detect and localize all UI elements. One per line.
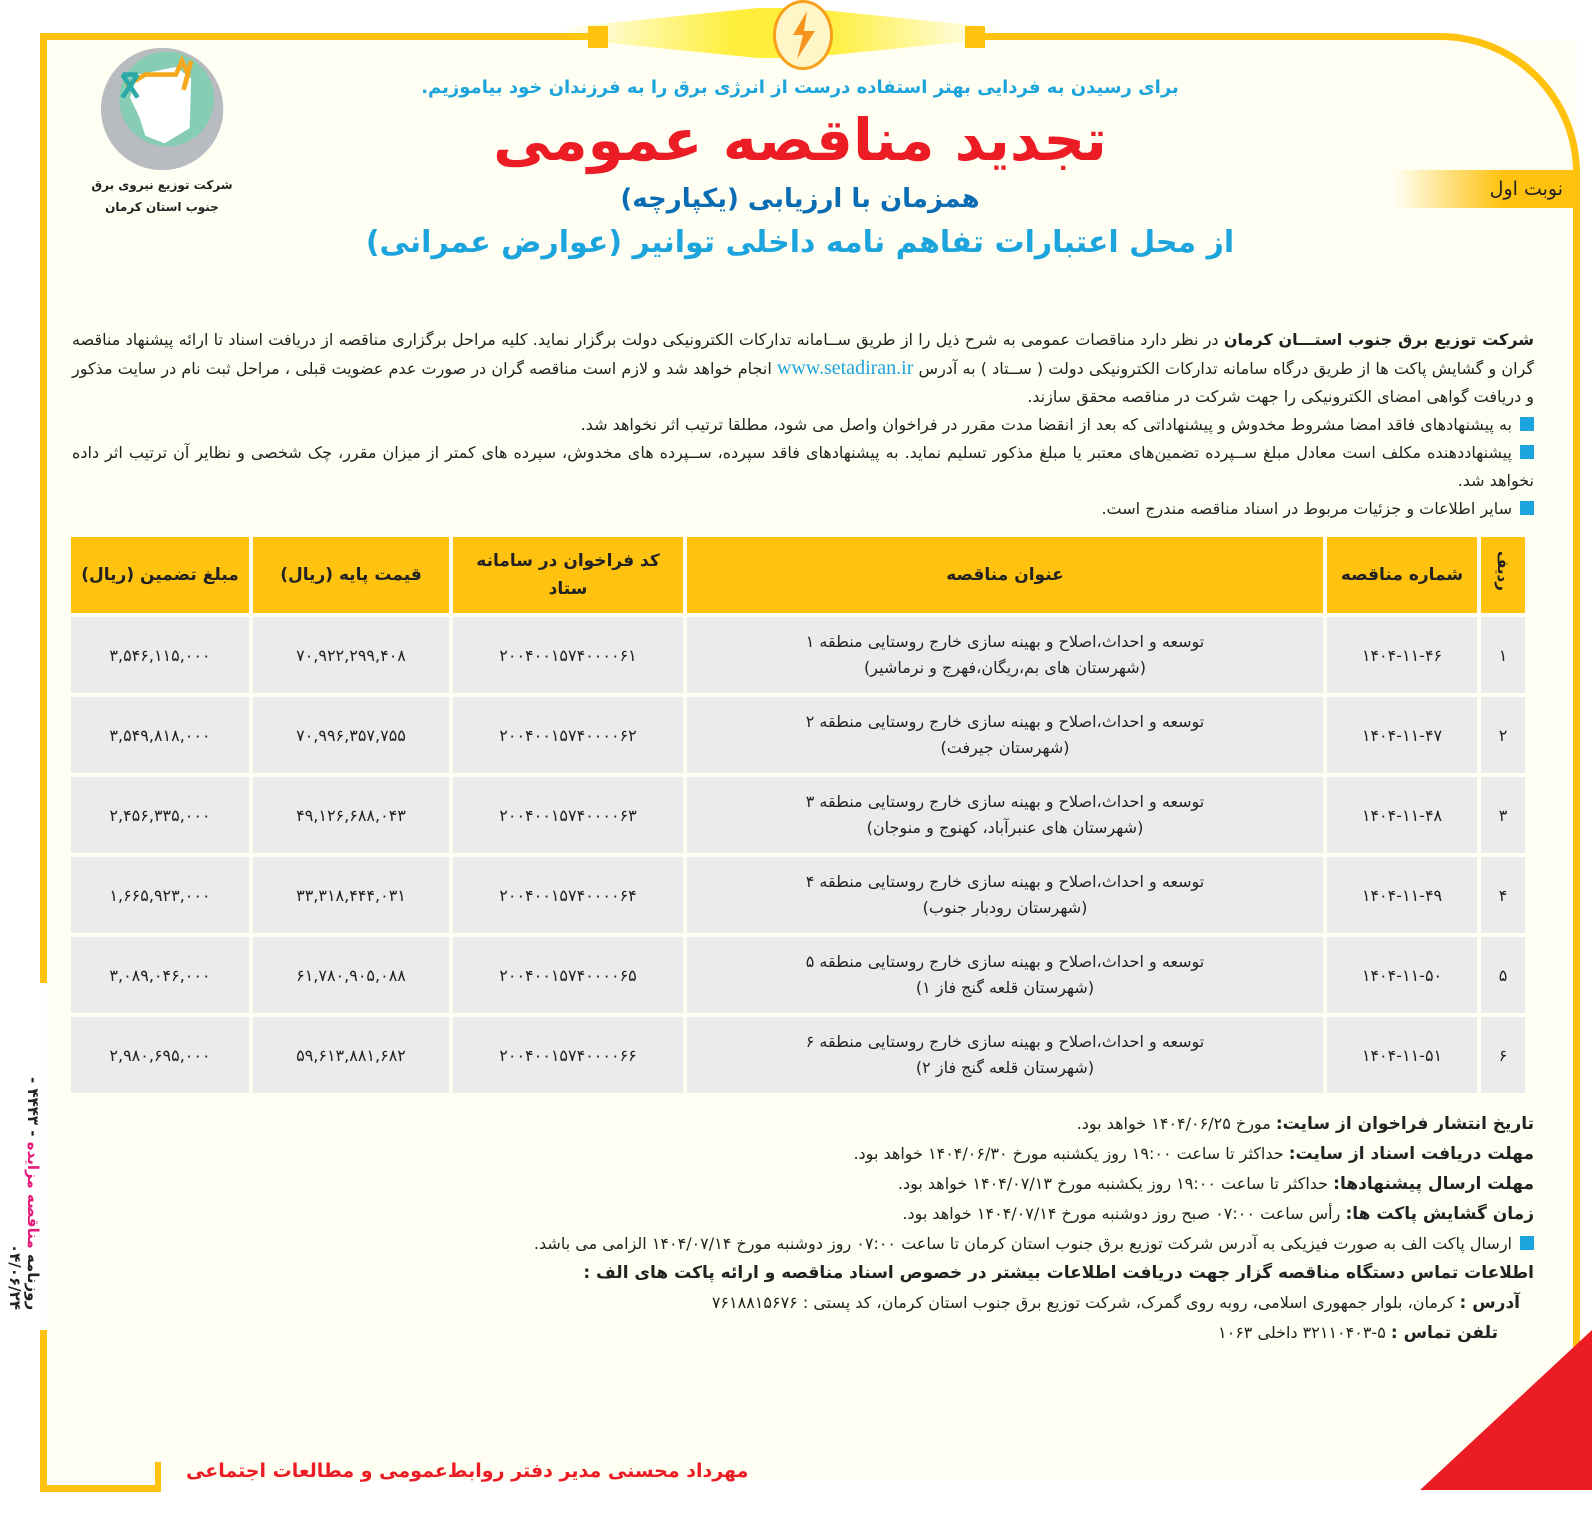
- round-badge: نوبت اول: [1395, 170, 1575, 208]
- tender-counties: (شهرستان های عنبرآباد، کهنوج و منوجان): [866, 818, 1144, 837]
- cell-code: ۲۰۰۴۰۰۱۵۷۴۰۰۰۰۶۴: [453, 857, 683, 933]
- side-note-prefix: روزنامه: [24, 1248, 42, 1310]
- cell-number: ۱۴۰۴-۱۱-۴۹: [1327, 857, 1477, 933]
- schedule-section: [72, 1109, 1534, 1348]
- publish-text: مورخ ۱۴۰۴/۰۶/۲۵ خواهد بود.: [1076, 1114, 1276, 1133]
- frame-border-top-right: [980, 33, 1410, 40]
- tender-counties: (شهرستان های بم،ریگان،فهرج و نرماشیر): [864, 658, 1146, 677]
- header-code: کد فراخوان در سامانه ستاد: [453, 537, 683, 613]
- download-text: حداکثر تا ساعت ۱۹:۰۰ روز یکشنبه مورخ ۱۴۰۴/۰۶/۳۰ خواهد بود.: [853, 1144, 1289, 1163]
- page-title: تجدید مناقصه عمومی: [493, 106, 1107, 174]
- setad-link[interactable]: www.setadiran.ir: [776, 357, 914, 379]
- beam-square-right: [965, 26, 985, 48]
- cell-number: ۱۴۰۴-۱۱-۴۶: [1327, 617, 1477, 693]
- download-deadline: [72, 1139, 1534, 1169]
- tender-counties: (شهرستان قلعه گنج فاز ۲): [915, 1058, 1095, 1077]
- publish-date: [72, 1109, 1534, 1139]
- cell-radif: ۲: [1481, 697, 1525, 773]
- intro-text-b: انجام خواهد شد و لازم است مناقصه گران در صورت عدم عضویت قبلی ، مراحل ثبت نام در سایت مذکور و دریافت گواهی امضای الکترونیکی را جهت شرکت در مناقصه محقق سازند.: [72, 359, 1534, 406]
- frame-border-left: [40, 33, 47, 983]
- packet-note-text: ارسال پاکت الف به صورت فیزیکی به آدرس شرکت توزیع برق جنوب استان کرمان تا ساعت ۰۷:۰۰ روز دوشنبه مورخ ۱۴۰۴/۰۷/۱۴ الزامی می باشد.: [533, 1234, 1512, 1253]
- logo-caption-line1: شرکت توزیع نیروی برق: [91, 178, 233, 192]
- intro-paragraph: [72, 326, 1534, 411]
- ad-header: [330, 74, 1270, 266]
- frame-bottom-tick: [155, 1462, 161, 1492]
- square-bullet-icon: [1520, 501, 1534, 515]
- submit-label: مهلت ارسال پیشنهادها:: [1333, 1174, 1534, 1194]
- publish-label: تاریخ انتشار فراخوان از سایت:: [1275, 1114, 1534, 1134]
- bullet-item: [72, 411, 1534, 439]
- cell-base-price: ۷۰,۹۹۶,۳۵۷,۷۵۵: [253, 697, 449, 773]
- packet-note: [72, 1229, 1534, 1258]
- address-text: کرمان، بلوار جمهوری اسلامی، روبه روی گمرک، شرکت توزیع برق جنوب استان کرمان، کد پستی : ۷۶۱۸۸۱۵۶۷۶: [711, 1293, 1460, 1312]
- download-label: مهلت دریافت اسناد از سایت:: [1288, 1144, 1534, 1164]
- cell-base-price: ۴۹,۱۲۶,۶۸۸,۰۴۳: [253, 777, 449, 853]
- phone-text: ۵-۳۲۱۱۰۴۰۳ داخلی ۱۰۶۳: [1218, 1323, 1391, 1342]
- cell-code: ۲۰۰۴۰۰۱۵۷۴۰۰۰۰۶۳: [453, 777, 683, 853]
- contact-heading: [72, 1258, 1534, 1288]
- table-row: [71, 697, 1525, 773]
- cell-guarantee: ۳,۵۴۹,۸۱۸,۰۰۰: [71, 697, 249, 773]
- cell-title: [687, 937, 1323, 1013]
- side-note-brand: مناقصه مزایده: [24, 1141, 42, 1249]
- cell-base-price: ۶۱,۷۸۰,۹۰۵,۰۸۸: [253, 937, 449, 1013]
- bullet-text: پیشنهاددهنده مکلف است معادل مبلغ ســپرده تضمین‌های معتبر یا مبلغ مذکور تسلیم نماید. به پیشنهادهای فاقد سپرده، ســپرده های مخدوش، سپرده های کمتر از میزان مقرر، چک شخصی و نظایر آن ترتیب اثر داده نخواهد شد.: [72, 443, 1534, 490]
- signer-name: مهرداد محسنی مدیر دفتر روابط‌عمومی و مطالعات اجتماعی: [186, 1460, 749, 1482]
- header-base-price: قیمت پایه (ریال): [253, 537, 449, 613]
- cell-guarantee: ۲,۹۸۰,۶۹۵,۰۰۰: [71, 1017, 249, 1093]
- tender-counties: (شهرستان رودبار جنوب): [922, 898, 1088, 917]
- cell-radif: ۳: [1481, 777, 1525, 853]
- cell-radif: ۱: [1481, 617, 1525, 693]
- intro-text-a: در نظر دارد مناقصات عمومی به شرح ذیل را از طریق ســامانه تدارکات الکترونیکی دولت برگزار نماید. کلیه مراحل برگزاری مناقصه از دریافت اسناد تا ارائه پیشنهاد مناقصه گران و گشایش پاکت ها از طریق درگاه سامانه تدارکات الکترونیکی دولت ( ســتاد ) به آدرس: [72, 330, 1535, 378]
- company-logo: [70, 44, 255, 174]
- tender-title: توسعه و احداث،اصلاح و بهینه سازی خارج روستایی منطقه ۱: [805, 632, 1205, 651]
- cell-base-price: ۳۳,۳۱۸,۴۴۴,۰۳۱: [253, 857, 449, 933]
- header-title: عنوان مناقصه: [687, 537, 1323, 613]
- submit-deadline: [72, 1169, 1534, 1199]
- cell-guarantee: ۳,۵۴۶,۱۱۵,۰۰۰: [71, 617, 249, 693]
- bullet-text: به پیشنهادهای فاقد امضا مشروط مخدوش و پیشنهاداتی که بعد از انقضا مدت مقرر در فراخوان واصل می شود، مطلقا ترتیب اثر نخواهد شد.: [580, 415, 1512, 434]
- phone: [72, 1318, 1534, 1348]
- opening-text: رأس ساعت ۰۷:۰۰ صبح روز دوشنبه مورخ ۱۴۰۴/۰۷/۱۴ خواهد بود.: [902, 1204, 1346, 1223]
- cell-code: ۲۰۰۴۰۰۱۵۷۴۰۰۰۰۶۶: [453, 1017, 683, 1093]
- table-row: [71, 937, 1525, 1013]
- address: [72, 1288, 1534, 1318]
- subtitle-evaluation: همزمان با ارزیابی (یکپارچه): [620, 184, 980, 214]
- tender-title: توسعه و احداث،اصلاح و بهینه سازی خارج روستایی منطقه ۶: [805, 1032, 1205, 1051]
- cell-base-price: ۵۹,۶۱۳,۸۸۱,۶۸۲: [253, 1017, 449, 1093]
- table-row: [71, 1017, 1525, 1093]
- bullet-item: [72, 439, 1534, 495]
- cell-guarantee: ۲,۴۵۶,۳۳۵,۰۰۰: [71, 777, 249, 853]
- frame-border-left-bottom: [40, 1330, 47, 1492]
- square-bullet-icon: [1520, 1236, 1534, 1250]
- table-row: [71, 777, 1525, 853]
- cell-number: ۱۴۰۴-۱۱-۴۸: [1327, 777, 1477, 853]
- header-radif-text: ردیف: [1494, 550, 1512, 591]
- newspaper-side-note: [6, 1010, 42, 1310]
- table-row: [71, 617, 1525, 693]
- cell-guarantee: ۱,۶۶۵,۹۲۳,۰۰۰: [71, 857, 249, 933]
- cell-code: ۲۰۰۴۰۰۱۵۷۴۰۰۰۰۶۵: [453, 937, 683, 1013]
- cell-radif: ۴: [1481, 857, 1525, 933]
- cell-title: [687, 617, 1323, 693]
- cell-title: [687, 697, 1323, 773]
- cell-code: ۲۰۰۴۰۰۱۵۷۴۰۰۰۰۶۱: [453, 617, 683, 693]
- logo-caption-line2: جنوب استان کرمان: [105, 200, 219, 214]
- cell-title: [687, 777, 1323, 853]
- header-guarantee: مبلغ تضمین (ریال): [71, 537, 249, 613]
- cell-number: ۱۴۰۴-۱۱-۴۷: [1327, 697, 1477, 773]
- tender-title: توسعه و احداث،اصلاح و بهینه سازی خارج روستایی منطقه ۲: [805, 712, 1205, 731]
- cell-title: [687, 1017, 1323, 1093]
- cell-number: ۱۴۰۴-۱۱-۵۱: [1327, 1017, 1477, 1093]
- cell-radif: ۶: [1481, 1017, 1525, 1093]
- cell-title: [687, 857, 1323, 933]
- side-note-suffix: - ۴۴۴۳ - ۰۴/۰۶/۲۴: [6, 1076, 42, 1310]
- address-label: آدرس :: [1459, 1293, 1520, 1313]
- phone-label: تلفن تماس :: [1390, 1323, 1498, 1343]
- beam-square-left: [588, 26, 608, 48]
- table-header-row: [71, 537, 1525, 613]
- square-bullet-icon: [1520, 445, 1534, 459]
- tender-counties: (شهرستان قلعه گنج فاز ۱): [915, 978, 1095, 997]
- company-logo-caption: [82, 174, 242, 218]
- lightning-emblem-icon: [773, 0, 833, 70]
- opening-time: [72, 1199, 1534, 1229]
- cell-radif: ۵: [1481, 937, 1525, 1013]
- frame-border-top: [40, 33, 600, 40]
- table-row: [71, 857, 1525, 933]
- cell-guarantee: ۳,۰۸۹,۰۴۶,۰۰۰: [71, 937, 249, 1013]
- tender-title: توسعه و احداث،اصلاح و بهینه سازی خارج روستایی منطقه ۳: [805, 792, 1205, 811]
- intro-section: [72, 326, 1534, 523]
- opening-label: زمان گشایش پاکت ها:: [1345, 1204, 1534, 1224]
- tender-title: توسعه و احداث،اصلاح و بهینه سازی خارج روستایی منطقه ۴: [805, 872, 1205, 891]
- company-name: شرکت توزیع برق جنوب استـــان کرمان: [1223, 330, 1534, 349]
- cell-base-price: ۷۰,۹۲۲,۲۹۹,۴۰۸: [253, 617, 449, 693]
- slogan: برای رسیدن به فردایی بهتر استفاده درست از انرژی برق را به فرزندان خود بیاموزیم.: [421, 77, 1179, 98]
- bullet-item: [72, 495, 1534, 523]
- cell-number: ۱۴۰۴-۱۱-۵۰: [1327, 937, 1477, 1013]
- frame-border-bottom: [40, 1485, 160, 1492]
- tender-table: [67, 533, 1529, 1097]
- subtitle-funding: از محل اعتبارات تفاهم نامه داخلی توانیر (عوارض عمرانی): [365, 225, 1235, 260]
- cell-code: ۲۰۰۴۰۰۱۵۷۴۰۰۰۰۶۲: [453, 697, 683, 773]
- tender-title: توسعه و احداث،اصلاح و بهینه سازی خارج روستایی منطقه ۵: [805, 952, 1205, 971]
- bullet-text: سایر اطلاعات و جزئیات مربوط در اسناد مناقصه مندرج است.: [1101, 499, 1512, 518]
- square-bullet-icon: [1520, 417, 1534, 431]
- header-radif: [1481, 537, 1525, 613]
- contact-heading-text: اطلاعات تماس دستگاه مناقصه گزار جهت دریافت اطلاعات بیشتر در خصوص اسناد مناقصه و ارائه پاکت های الف :: [583, 1263, 1534, 1283]
- header-number: شماره مناقصه: [1327, 537, 1477, 613]
- ad-content: [72, 326, 1534, 1348]
- tender-counties: (شهرستان جیرفت): [940, 738, 1070, 757]
- table-body: [71, 617, 1525, 1093]
- submit-text: حداکثر تا ساعت ۱۹:۰۰ روز یکشنبه مورخ ۱۴۰۴/۰۷/۱۳ خواهد بود.: [897, 1174, 1334, 1193]
